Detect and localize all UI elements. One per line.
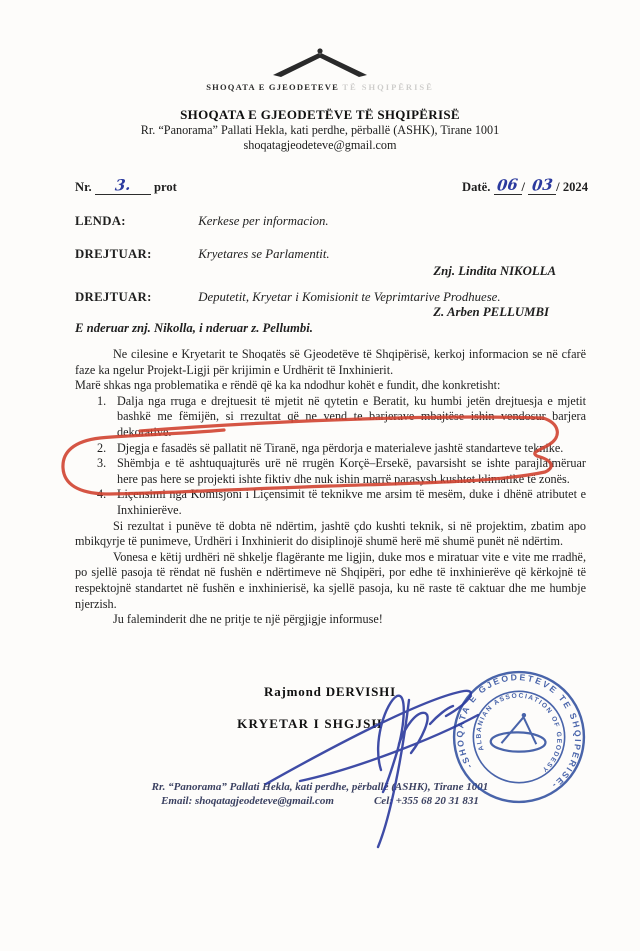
list-item [97, 456, 586, 487]
recipient-1-label: DREJTUAR: [75, 247, 152, 261]
stamp-center-tripod-icon [488, 708, 552, 761]
date-day-blank [494, 176, 522, 195]
list-item-text: Dalja nga rruga e drejtuesit të mjetit në qytetin e Beratit, ku humbi jetën drejtuesja e mjetit bashkë me fëmijën, si rrezultat që ne vend te barjerave mbajtëse ishin vendosur barjera dekorative. [117, 393, 586, 439]
list-item-number: 1. [97, 393, 107, 408]
delay-paragraph: Vonesa e këtij urdhëri në shkelje flagërante me ligjin, duke mos e miratuar vite e vite me rradhë, po sjellë pasoja të rëndat në fushën e ndërtimeve në Shqipëri, por edhe të inxhinierëve që kërkojnë të respektojnë standartet në fushën e inxhinierisë, ka sjellë pasoja, ku në raste të caktuar dhe me humbje njerzish. [75, 549, 586, 611]
association-tripod-logo-icon [0, 44, 640, 87]
recipient-1-role: Kryetares se Parlamentit. [198, 247, 330, 261]
recipient-row-2 [75, 290, 501, 305]
list-item-number: 3. [97, 456, 107, 471]
date-day-handwritten: 06 [496, 175, 519, 195]
intro-paragraph-2: Marë shkas nga problematika e rëndë që ka ka ndodhur kohët e fundit, dhe konkretisht: [75, 378, 501, 393]
protocol-date-row [75, 172, 588, 202]
org-name-heading: SHOQATA E GJEODETËVE TË SHQIPËRISË [180, 107, 460, 122]
signer-title: KRYETAR I SHGJSH [237, 716, 383, 731]
org-email-line: shoqatagjeodeteve@gmail.com [243, 138, 397, 152]
list-item [97, 441, 586, 457]
closing-line: Ju faleminderit dhe ne pritje te një përgjigje informuse! [113, 612, 383, 627]
prot-label: prot [154, 180, 177, 194]
date-year: 2024 [562, 180, 588, 194]
date-month-handwritten: 03 [530, 175, 554, 195]
recipient-2-name: Z. Arben PELLUMBI [433, 305, 549, 319]
stamp-inner-ring-text: ALBANIAN ASSOCIATION OF GEODESY [475, 692, 563, 774]
salutation-line: E nderuar znj. Nikolla, i nderuar z. Pellumbi. [75, 321, 313, 335]
list-item-text: Shëmbja e të ashtuquajturës urë në rrugën Korçë–Ersekë, pavarsisht se ishte parajlajmëruar here pas here se projekti ishte fiktiv dhe nuk ishin marrë parasysh kushtet klimatike të zonës. [117, 456, 586, 486]
date-sep2: / [556, 180, 560, 194]
recipient-row-1 [75, 247, 330, 262]
list-item [97, 487, 586, 518]
footer-cel: Cel: +355 68 20 31 831 [373, 795, 479, 807]
logo-wordmark-text: SHOQATA E GJEODETEVE [206, 82, 340, 92]
date-month-blank [528, 176, 556, 195]
subject-row [75, 214, 329, 229]
list-item-text: Liçensimi nga Komisjoni i Liçensimit të teknikve me arsim të mesëm, duke i dhënë atributet e Inxhinierëve. [117, 487, 586, 517]
protocol-number-group [75, 176, 177, 195]
list-item-number: 2. [97, 440, 107, 455]
footer-address-line: Rr. “Panorama” Pallati Hekla, kati perdhe, përballë (ASHK), Tirane 1001 [151, 781, 489, 793]
logo-wordmark-faded-text: TË SHQIPËRISË [342, 82, 434, 92]
list-item-text: Djegja e fasadës së pallatit në Tiranë, nga përdorja e materialeve jashtë standarteve teknike. [117, 440, 564, 455]
tripod-logo-graphic [265, 44, 375, 82]
subject-label: LENDA: [75, 214, 126, 228]
stamp-outer-ring-text: -SHOQATA E GJEODETEVE TE SHQIPERISE- [454, 672, 584, 792]
signer-name: Rajmond DERVISHI [264, 684, 396, 699]
date-sep1: / [521, 180, 525, 194]
letter-body [75, 347, 586, 628]
recipient-2-label: DREJTUAR: [75, 290, 152, 304]
nr-handwritten-value: 3. [114, 175, 132, 195]
recipient-1-name: Znj. Lindita NIKOLLA [433, 264, 556, 278]
date-group [462, 176, 588, 195]
footer-email: Email: shoqatagjeodeteve@gmail.com [161, 795, 334, 807]
intro-paragraph-1: Ne cilesine e Kryetarit te Shoqatës së Gjeodetëve të Shqipërisë, kerkoj informacion se në cfarë faze ka ngelur Projekt-Ligji për krijimin e Urdhërit të Inxhinierit. [75, 347, 586, 377]
round-stamp [448, 666, 590, 808]
org-address-line: Rr. “Panorama” Pallati Hekla, kati perdhe, përballë (ASHK), Tirane 1001 [140, 123, 500, 137]
result-paragraph: Si rezultat i punëve të dobta në ndërtim, jashtë çdo kushti teknik, si në projektim, zbatim apo mbikqyrje të punimeve, Urdhëri i Inxhinierit do disiplinojë shumë herë më shumë punët në ndërtim. [75, 518, 586, 549]
nr-label: Nr. [75, 180, 92, 194]
list-item [97, 394, 586, 441]
nr-blank-field [95, 176, 151, 195]
subject-value: Kerkese per informacion. [198, 214, 329, 228]
logo-wordmark [0, 82, 640, 92]
list-item-number: 4. [97, 487, 107, 502]
date-label: Datë. [462, 180, 491, 194]
recipient-2-role: Deputetit, Kryetar i Komisionit te Veprimtarive Prodhuese. [198, 290, 501, 304]
issues-list [97, 394, 586, 519]
